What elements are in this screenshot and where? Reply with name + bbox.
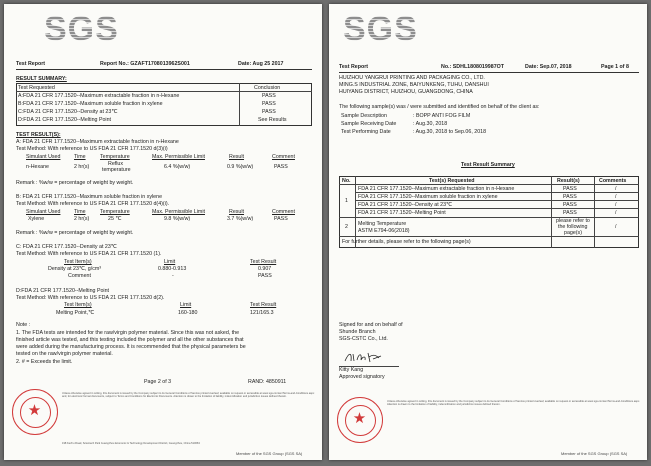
summary-row: C:FDA 21 CFR 177.1520--Density at 23℃ [18, 109, 118, 115]
summary-row-result: PASS [262, 101, 276, 107]
table-row-result: PASS [563, 210, 577, 216]
company-name: HUIZHOU YANGRUI PRINTING AND PACKAGING CO., LTD. [339, 75, 485, 81]
header-rule [16, 69, 312, 70]
table-row-test: FDA 21 CFR 177.1520--Melting Point [358, 210, 446, 216]
section-d-title: D:FDA 21 CFR 177.1520--Melting Point [16, 288, 110, 294]
table-row-test: FDA 21 CFR 177.1520--Density at 23℃ [358, 202, 452, 208]
section-d-method: Test Method: With reference to US FDA 21 CFR 177.1520 d(2). [16, 295, 165, 301]
a-header: Temperature [100, 154, 130, 160]
company-address: HUIYANG DISTRICT, HUIZHOU, GUANGDONG, CHINA [339, 89, 473, 95]
summary-row-result: PASS [262, 93, 276, 99]
signatory-title: Approved signatory [339, 374, 385, 380]
company-address: MING.S INDUSTRIAL ZONE, BAIYUNKENG, TUHU, DANSHUI [339, 82, 489, 88]
info-label: Sample Receiving Date [341, 121, 397, 127]
summary-title: RESULT SUMMARY: [16, 76, 67, 82]
summary-header-test: Test Requested [18, 85, 55, 91]
a-cell: temperature [102, 167, 131, 173]
table-row-comment: / [615, 202, 617, 208]
table-header-test: Test(s) Requested [429, 178, 475, 184]
page-number: Page 1 of 8 [601, 64, 629, 70]
company-seal-icon: ★ [12, 389, 58, 435]
a-header: Result [229, 154, 245, 160]
header-rule [339, 72, 639, 73]
member-line: Member of the SGS Group (SGS SA) [561, 451, 628, 456]
c-header: Test Item(s) [64, 259, 92, 265]
b-header: Comment [272, 209, 295, 215]
table-row-result: PASS [563, 186, 577, 192]
section-c-title: C: FDA 21 CFR 177.1520--Density at 23℃ [16, 244, 117, 250]
b-header: Time [74, 209, 86, 215]
page-number: Page 2 of 3 [144, 379, 172, 385]
info-value: : Aug.30, 2018 to Sep.06, 2018 [413, 129, 487, 135]
signed-line: Signed for and on behalf of [339, 322, 403, 328]
further-details: For further details, please refer to the following page(s) [342, 239, 471, 245]
terms-fine-print: Unless otherwise agreed in writing, this document is issued by the Company subject to its General Conditions of Service printed overleaf, available on request or accessible at www.sgs.com/en/Terms-and-Conditions.aspx. Attention is drawn to the limitation of liability, indemnification and jurisdiction issues defined therein. [387, 400, 641, 407]
section-c-method: Test Method: With reference to US FDA 21 CFR 177.1520 (1). [16, 251, 162, 257]
test-report-label: Test Report [339, 64, 369, 70]
c-cell: 0.907 [258, 266, 272, 272]
section-b-title: B: FDA 21 CFR 177.1520--Maximum soluble fraction in xylene [16, 194, 163, 200]
info-label: Test Performing Date [341, 129, 391, 135]
note-line: tested on the raw/virgin polymer material. [16, 351, 113, 357]
signatory-name: Kitty Kang [339, 367, 364, 373]
a-header: Max. Permissible Limit [152, 154, 205, 160]
a-cell: Reflux [108, 161, 124, 167]
table-header-comments: Comments [599, 178, 627, 184]
c-cell: 0.880-0.913 [158, 266, 187, 272]
a-header: Time [74, 154, 86, 160]
table-row-comment: / [615, 186, 617, 192]
note-line: 2. # = Exceeds the limit. [16, 359, 73, 365]
summary-row-result: PASS [262, 109, 276, 115]
b-cell: 9.8 %(w/w) [164, 216, 191, 222]
report-date: Date: Sep.07, 2018 [525, 64, 572, 70]
section-b-method: Test Method: With reference to US FDA 21 CFR 177.1520 d(4)(i). [16, 201, 170, 207]
report-number: Report No.: GZAFT1708013962S001 [100, 61, 190, 67]
summary-row: D:FDA 21 CFR 177.1520--Melting Point [18, 117, 112, 123]
table-row-result: PASS [563, 202, 577, 208]
d-header: Test Result [250, 302, 277, 308]
terms-fine-print: Unless otherwise agreed in writing, this document is issued by the Company subject to its General Conditions of Service printed overleaf, available on request or accessible at www.sgs.com/en/Terms-and-Conditions.aspx and, for electronic format documents, subject to Terms and Conditions for Electronic Documents. Attention is drawn to the limitation of liability, indemnification and jurisdiction issues defined therein. [62, 392, 315, 399]
sgs-logo: SGS [44, 10, 119, 48]
b-header: Temperature [100, 209, 130, 215]
notes-title: Note : [16, 322, 31, 328]
table-row-result: PASS [563, 194, 577, 200]
a-remark: Remark : %w/w = percentage of weight by weight. [16, 180, 134, 186]
summary-header-conclusion: Conclusion [254, 85, 281, 91]
b-cell: 3.7 %(w/w) [227, 216, 254, 222]
b-cell: 25 ℃ [108, 216, 122, 222]
table-row-comment: / [615, 210, 617, 216]
company-seal-icon: ★ [337, 397, 383, 443]
info-label: Sample Description [341, 113, 387, 119]
address-line: 198 Kezhu Road, Scientech Park Guangzhou Economic & Technology Development District, Guangzhou, China 510663 [62, 442, 200, 445]
a-cell: 2 hr(s) [74, 164, 90, 170]
d-header: Test Item(s) [64, 302, 92, 308]
note-line: 1. The FDA tests are intended for the raw/virgin polymer material. Since this was not asked, the [16, 330, 240, 336]
d-cell: 160-180 [178, 310, 198, 316]
table-header-result: Result(s) [557, 178, 580, 184]
report-page-left [4, 4, 322, 460]
d-cell: 121/165.3 [250, 310, 274, 316]
table-row-test: ASTM E794-06(2018) [358, 228, 410, 234]
signature-icon [343, 350, 385, 364]
a-cell: 0.9 %(w/w) [227, 164, 254, 170]
c-cell: Comment [68, 273, 91, 279]
b-header: Result [229, 209, 245, 215]
b-cell: PASS [274, 216, 288, 222]
results-title: TEST RESULT(S): [16, 132, 61, 138]
c-cell: PASS [258, 273, 272, 279]
table-row-test: FDA 21 CFR 177.1520--Maximum extractable fraction in n-Hexane [358, 186, 515, 192]
summary-row-result: See Results [258, 117, 287, 123]
table-header-no: No. [342, 178, 351, 184]
member-line: Member of the SGS Group (SGS SA) [236, 451, 303, 456]
table-row-test: FDA 21 CFR 177.1520--Maximum soluble fraction in xylene [358, 194, 498, 200]
a-cell: 6.4 %(w/w) [164, 164, 191, 170]
table-row-result: the following [558, 224, 588, 230]
summary-row: A:FDA 21 CFR 177.1520--Maximum extractable fraction in n-Hexane [18, 93, 180, 99]
section-a-title: A: FDA 21 CFR 177.1520--Maximum extractable fraction in n-Hexane [16, 139, 179, 145]
d-cell: Melting Point,℃ [56, 310, 95, 316]
report-number: No.: SDHL1808019987OT [441, 64, 505, 70]
summary-row: B:FDA 21 CFR 177.1520--Maximum soluble fraction in xylene [18, 101, 163, 107]
b-cell: 2 hr(s) [74, 216, 90, 222]
report-page-right [329, 4, 647, 460]
c-header: Limit [164, 259, 176, 265]
intro-text: The following sample(s) was / were submitted and identified on behalf of the client as: [339, 104, 540, 110]
a-cell: PASS [274, 164, 288, 170]
group-number: 2 [345, 224, 348, 230]
test-report-label: Test Report [16, 61, 46, 67]
d-header: Limit [180, 302, 192, 308]
c-header: Test Result [250, 259, 277, 265]
b-remark: Remark : %w/w = percentage of weight by weight. [16, 230, 134, 236]
table-row-result: please refer to [556, 218, 590, 224]
b-cell: Xylene [28, 216, 45, 222]
note-line: were added during the manufacturing process. It is recommended that the physical parameters be [16, 344, 246, 350]
a-header: Simulant Used [26, 154, 61, 160]
signed-line: Shunde Branch [339, 329, 376, 335]
b-header: Max. Permissible Limit [152, 209, 205, 215]
table-row-comment: / [615, 194, 617, 200]
table-row-test: Melting Temperature [358, 221, 407, 227]
table-row-result: page(s) [564, 230, 582, 236]
sgs-logo: SGS [343, 10, 418, 48]
b-header: Simulant Used [26, 209, 61, 215]
c-cell: Density at 23℃, g/cm³ [48, 266, 102, 272]
section-a-method: Test Method: With reference to US FDA 21 CFR 177.1520 d(3)(i) [16, 146, 168, 152]
a-cell: n-Hexane [26, 164, 49, 170]
info-value: : Aug.30, 2018 [413, 121, 448, 127]
report-date: Date: Aug 25 2017 [238, 61, 284, 67]
rand-number: RAND: 4850911 [248, 379, 287, 385]
group-number: 1 [345, 198, 348, 204]
signed-line: SGS-CSTC Co., Ltd. [339, 336, 388, 342]
c-cell: - [172, 273, 174, 279]
info-value: : BOPP ANTI FOG FILM [413, 113, 471, 119]
summary-title: Test Result Summary [461, 162, 515, 168]
table-row-comment: / [615, 224, 617, 230]
note-line: finished article was tested, and this testing included the polymer and all the other substances that [16, 337, 244, 343]
a-header: Comment [272, 154, 295, 160]
